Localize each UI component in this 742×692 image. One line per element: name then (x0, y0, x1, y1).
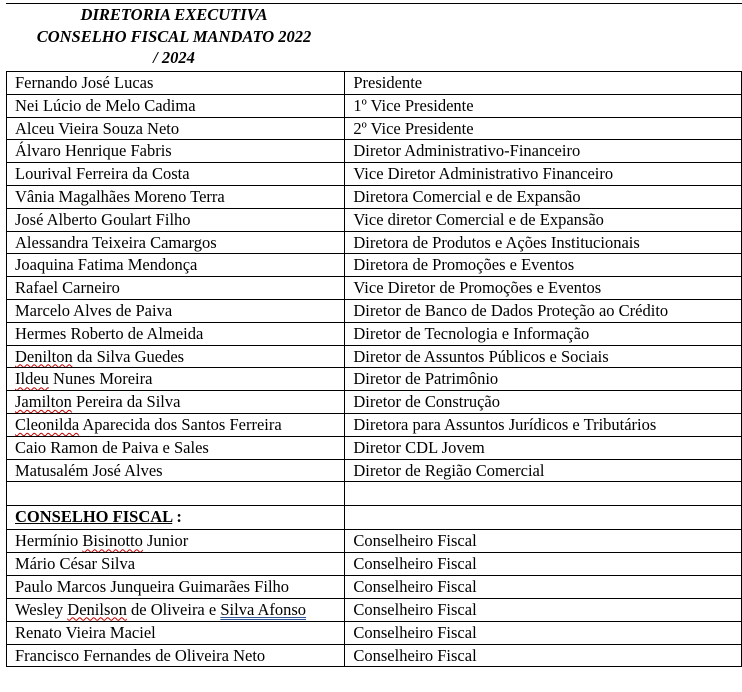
member-role: Diretor de Construção (345, 391, 742, 414)
member-name (7, 391, 345, 414)
member-name: Mário César Silva (7, 553, 345, 576)
spelling-flagged-word: Cleonilda (15, 414, 80, 434)
member-role: Conselheiro Fiscal (345, 553, 742, 576)
member-name: Paulo Marcos Junqueira Guimarães Filho (7, 575, 345, 598)
board-table (6, 71, 742, 667)
member-role: Diretora de Produtos e Ações Institucionais (345, 231, 742, 254)
table-row (7, 140, 742, 163)
member-role: Conselheiro Fiscal (345, 644, 742, 667)
member-name (7, 530, 345, 553)
name-part: Wesley (15, 599, 68, 619)
table-row (7, 391, 742, 414)
title-line-2: CONSELHO FISCAL MANDATO 2022 (36, 26, 312, 46)
table-row (7, 575, 742, 598)
title-line-3: / 2024 (153, 48, 195, 67)
table-row (7, 345, 742, 368)
member-name: Álvaro Henrique Fabris (7, 140, 345, 163)
table-row (7, 644, 742, 667)
grammar-flagged-word: Silva Afonso (220, 599, 307, 619)
table-row (7, 322, 742, 345)
table-row (7, 185, 742, 208)
section-header-row (7, 506, 742, 530)
blank-row (7, 482, 742, 506)
member-name: Nei Lúcio de Melo Cadima (7, 94, 345, 117)
member-role: Diretora Comercial e de Expansão (345, 185, 742, 208)
member-role: Presidente (345, 72, 742, 95)
member-role: Conselheiro Fiscal (345, 575, 742, 598)
member-role: Diretor de Banco de Dados Proteção ao Crédito (345, 299, 742, 322)
table-row (7, 459, 742, 482)
member-name: Marcelo Alves de Paiva (7, 299, 345, 322)
empty-cell (345, 482, 742, 506)
spelling-flagged-word: Bisinotto (82, 531, 143, 551)
spelling-flagged-word: Denilton (15, 346, 73, 366)
document-title (6, 4, 342, 70)
member-name: Vânia Magalhães Moreno Terra (7, 185, 345, 208)
member-role: Conselheiro Fiscal (345, 530, 742, 553)
member-name: Rafael Carneiro (7, 277, 345, 300)
table-row (7, 163, 742, 186)
member-role: Diretor Administrativo-Financeiro (345, 140, 742, 163)
member-role: Vice diretor Comercial e de Expansão (345, 208, 742, 231)
name-rest: Pereira da Silva (71, 392, 181, 412)
name-rest: Nunes Moreira (48, 369, 153, 389)
member-name: Joaquina Fatima Mendonça (7, 254, 345, 277)
empty-cell (7, 482, 345, 506)
member-name (7, 598, 345, 621)
member-role: Diretora de Promoções e Eventos (345, 254, 742, 277)
table-row (7, 117, 742, 140)
spelling-flagged-word: Ildeu (15, 369, 49, 389)
member-name: Hermes Roberto de Almeida (7, 322, 345, 345)
name-rest: Aparecida dos Santos Ferreira (79, 414, 282, 434)
table-row (7, 621, 742, 644)
name-rest: da Silva Guedes (72, 346, 185, 366)
empty-cell (345, 506, 742, 530)
member-role: Diretor CDL Jovem (345, 436, 742, 459)
table-row (7, 94, 742, 117)
member-role: Diretora para Assuntos Jurídicos e Tributários (345, 413, 742, 436)
member-name: Francisco Fernandes de Oliveira Neto (7, 644, 345, 667)
table-row (7, 436, 742, 459)
member-role: Diretor de Assuntos Públicos e Sociais (345, 345, 742, 368)
section-colon: : (172, 507, 182, 527)
member-role: 1º Vice Presidente (345, 94, 742, 117)
spelling-flagged-word: Denilson (67, 599, 127, 619)
member-name: Renato Vieira Maciel (7, 621, 345, 644)
member-role: Conselheiro Fiscal (345, 621, 742, 644)
name-part: Junior (142, 531, 189, 551)
table-row (7, 254, 742, 277)
member-name: Caio Ramon de Paiva e Sales (7, 436, 345, 459)
table-row (7, 553, 742, 576)
spelling-flagged-word: Jamilton (15, 392, 72, 412)
table-row (7, 530, 742, 553)
conselho-fiscal-heading (7, 506, 345, 530)
member-role: Diretor de Tecnologia e Informação (345, 322, 742, 345)
member-name (7, 368, 345, 391)
member-name: Alessandra Teixeira Camargos (7, 231, 345, 254)
title-line-1: DIRETORIA EXECUTIVA (80, 5, 268, 24)
member-name: Matusalém José Alves (7, 459, 345, 482)
table-row (7, 208, 742, 231)
member-role: Diretor de Patrimônio (345, 368, 742, 391)
member-name: José Alberto Goulart Filho (7, 208, 345, 231)
member-role: 2º Vice Presidente (345, 117, 742, 140)
member-role: Conselheiro Fiscal (345, 598, 742, 621)
section-title: CONSELHO FISCAL (15, 507, 173, 527)
member-name (7, 345, 345, 368)
table-row (7, 299, 742, 322)
member-role: Vice Diretor Administrativo Financeiro (345, 163, 742, 186)
table-row (7, 231, 742, 254)
table-row (7, 368, 742, 391)
name-part: de Oliveira e (126, 599, 221, 619)
member-name: Lourival Ferreira da Costa (7, 163, 345, 186)
member-role: Diretor de Região Comercial (345, 459, 742, 482)
table-row (7, 72, 742, 95)
member-name (7, 413, 345, 436)
table-row (7, 598, 742, 621)
member-role: Vice Diretor de Promoções e Eventos (345, 277, 742, 300)
name-part: Hermínio (15, 531, 83, 551)
member-name: Alceu Vieira Souza Neto (7, 117, 345, 140)
table-row (7, 277, 742, 300)
member-name: Fernando José Lucas (7, 72, 345, 95)
table-row (7, 413, 742, 436)
